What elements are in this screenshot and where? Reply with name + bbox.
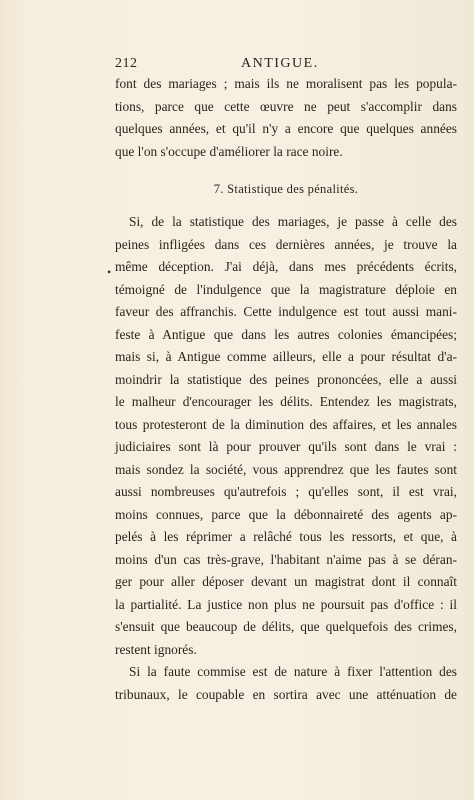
text-line: judiciaires sont là pour prouver qu'ils sont dans le vrai :: [115, 439, 457, 454]
running-head: ANTIGUE.: [241, 56, 319, 71]
text-line: le malheur d'encourager les délits. Entendez les magistrats,: [115, 394, 457, 409]
text-line: même déception. J'ai déjà, dans mes précédents écrits,: [115, 259, 457, 274]
text-line: la partialité. La justice non plus ne poursuit pas d'office : il: [115, 596, 457, 612]
section-body: [115, 211, 457, 706]
text-line: moins d'un cas très-grave, l'habitant n'aime pas à se déran-: [115, 551, 457, 567]
text-line: feste à Antigue que dans les autres colonies émancipées;: [115, 326, 457, 342]
text-line: tions, parce que cette œuvre ne peut s'accomplir dans: [115, 98, 457, 114]
text-line: font des mariages ; mais ils ne moralisent pas les popula-: [115, 76, 457, 91]
text-line: mais sondez la société, vous apprendrez que les fautes sont: [115, 461, 457, 477]
text-line: que l'on s'occupe d'améliorer la race noire.: [115, 143, 343, 159]
text-line: tous protesteront de la diminution des affaires, et les annales: [115, 416, 457, 432]
text-line: faveur des affranchis. Cette indulgence est tout aussi mani-: [115, 304, 457, 319]
text-line: mais si, à Antigue comme ailleurs, elle a pour résultat d'a-: [115, 349, 457, 364]
section-heading: 7. Statistique des pénalités.: [213, 182, 359, 196]
text-line: témoigné de l'indulgence que la magistrature déploie en: [115, 281, 457, 297]
text-line: moins connues, parce que la débonnaireté des agents ap-: [115, 506, 457, 522]
text-line: Si, de la statistique des mariages, je passe à celle des: [129, 214, 457, 229]
text-line: tribunaux, le coupable en sortira avec une atténuation de: [115, 686, 457, 702]
continued-paragraph: [115, 73, 457, 163]
text-line: pelés à les réprimer a relâché tous les ressorts, et que, à: [115, 529, 457, 544]
text-line: moindrir la statistique des peines prononcées, elle a aussi: [115, 371, 457, 387]
margin-mark: •: [107, 265, 112, 279]
text-line: s'ensuit que beaucoup de délits, que quelquefois des crimes,: [115, 619, 457, 634]
text-line: restent ignorés.: [115, 641, 197, 657]
page-number: 212: [115, 56, 138, 71]
text-line: Si la faute commise est de nature à fixer l'attention des: [129, 664, 457, 679]
text-line: peines infligées dans ces dernières années, je trouve la: [115, 236, 457, 252]
text-line: aussi nombreuses qu'autrefois ; qu'elles sont, il est vrai,: [115, 484, 457, 499]
text-line: quelques années, et qu'il n'y a encore que quelques années: [115, 121, 457, 136]
text-line: ger pour aller déposer devant un magistrat dont il connaît: [115, 574, 457, 589]
